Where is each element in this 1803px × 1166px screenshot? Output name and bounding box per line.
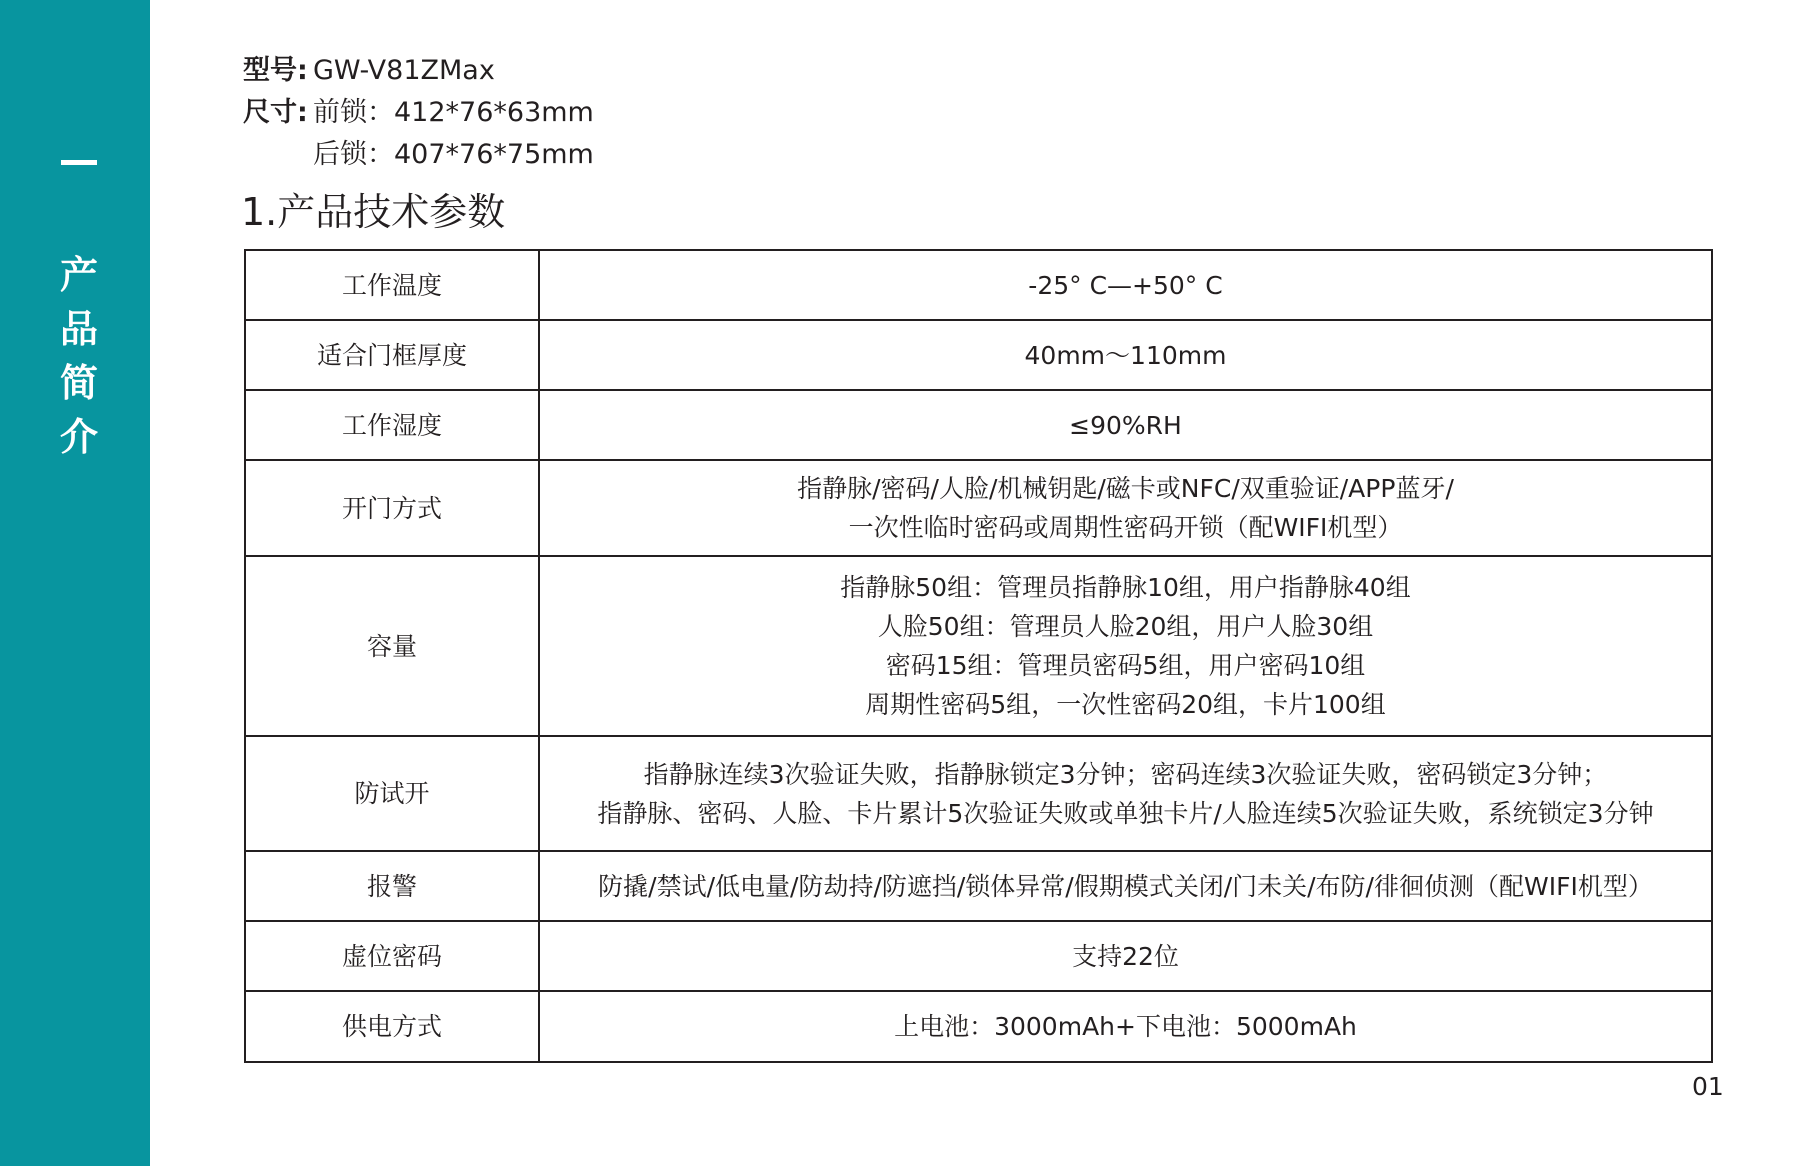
spec-label: 工作湿度	[245, 390, 539, 460]
spec-label: 适合门框厚度	[245, 320, 539, 390]
spec-label: 报警	[245, 851, 539, 921]
spec-value-line: 上电池：3000mAh+下电池：5000mAh	[894, 1012, 1357, 1041]
sidebar-title-char: 产	[59, 253, 98, 297]
size-row	[243, 92, 594, 134]
spec-value-line: 指静脉、密码、人脸、卡片累计5次验证失败或单独卡片/人脸连续5次验证失败，系统锁定3分钟	[597, 798, 1654, 828]
spec-value	[539, 556, 1712, 736]
table-row	[245, 250, 1712, 320]
spec-value	[539, 460, 1712, 556]
spec-table	[244, 249, 1713, 1063]
spec-value-line: 支持22位	[1072, 941, 1179, 971]
spec-value-line: 密码15组：管理员密码5组，用户密码10组	[885, 651, 1366, 680]
spec-value-line: 40mm～110mm	[1024, 340, 1227, 370]
spec-value	[539, 851, 1712, 921]
page-number: 01	[1692, 1072, 1724, 1101]
spec-value-line: 一次性临时密码或周期性密码开锁（配WIFI机型）	[848, 513, 1403, 542]
table-row	[245, 991, 1712, 1062]
sidebar-title	[55, 248, 103, 464]
section-title: 1.产品技术参数	[241, 190, 506, 234]
spec-label: 开门方式	[245, 460, 539, 556]
spec-label: 工作温度	[245, 250, 539, 320]
spec-value-line: 周期性密码5组，一次性密码20组，卡片100组	[865, 690, 1386, 719]
spec-value-line: 指静脉/密码/人脸/机械钥匙/磁卡或NFC/双重验证/APP蓝牙/	[797, 474, 1454, 503]
spec-value	[539, 921, 1712, 991]
spec-label: 供电方式	[245, 991, 539, 1062]
spec-label: 防试开	[245, 736, 539, 851]
sidebar-dash	[61, 160, 97, 165]
table-row	[245, 921, 1712, 991]
sidebar-band	[0, 0, 150, 1166]
product-info	[243, 50, 594, 176]
table-row	[245, 736, 1712, 851]
spec-value-line: -25° C—+50° C	[1028, 270, 1223, 300]
spec-value	[539, 991, 1712, 1062]
model-value: GW-V81ZMax	[313, 55, 495, 86]
spec-value-line: 人脸50组：管理员人脸20组，用户人脸30组	[877, 612, 1374, 641]
sidebar-title-char: 简	[59, 361, 98, 405]
spec-value-line: 指静脉连续3次验证失败，指静脉锁定3分钟；密码连续3次验证失败，密码锁定3分钟；	[643, 759, 1608, 789]
model-row	[243, 50, 594, 92]
table-row	[245, 851, 1712, 921]
spec-value-line: ≤90%RH	[1069, 410, 1182, 440]
table-row	[245, 390, 1712, 460]
spec-value-line: 防撬/禁试/低电量/防劫持/防遮挡/锁体异常/假期模式关闭/门未关/布防/徘徊侦测（配WIFI机型）	[598, 871, 1653, 901]
sidebar-title-char: 品	[59, 307, 98, 351]
table-row	[245, 460, 1712, 556]
spec-label: 容量	[245, 556, 539, 736]
rear-lock-row	[243, 134, 594, 176]
spec-value	[539, 736, 1712, 851]
table-row	[245, 556, 1712, 736]
size-label: 尺寸:	[243, 97, 308, 128]
spec-value	[539, 250, 1712, 320]
sidebar-title-char: 介	[59, 415, 98, 459]
model-label: 型号:	[243, 55, 308, 86]
front-lock-size: 前锁：412*76*63mm	[313, 97, 594, 128]
spec-value-line: 指静脉50组：管理员指静脉10组，用户指静脉40组	[840, 573, 1411, 602]
spec-value	[539, 320, 1712, 390]
spec-value	[539, 390, 1712, 460]
table-row	[245, 320, 1712, 390]
rear-lock-size: 后锁：407*76*75mm	[313, 139, 594, 170]
spec-label: 虚位密码	[245, 921, 539, 991]
